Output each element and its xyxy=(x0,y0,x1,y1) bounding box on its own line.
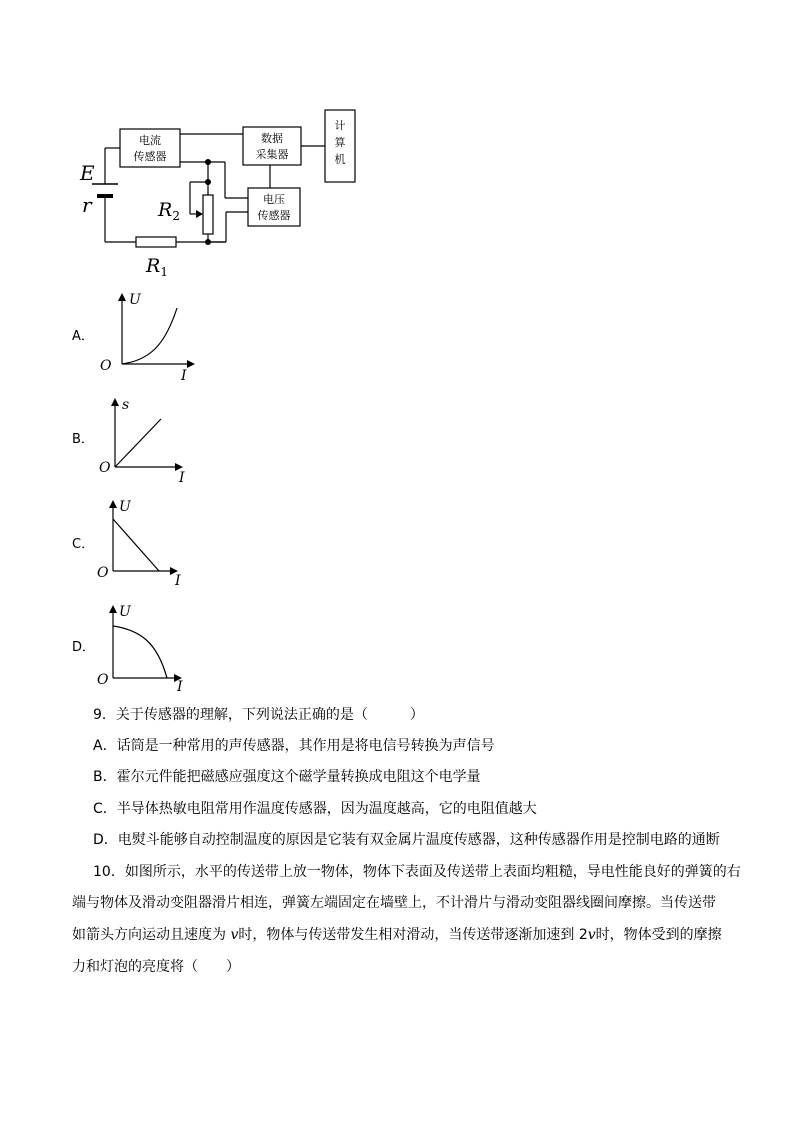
graph-d-y-label: U xyxy=(119,604,131,620)
r2-label: $R_2$ xyxy=(158,199,180,223)
curve-d xyxy=(113,626,167,678)
graph-a xyxy=(95,290,205,385)
option-d-label: D． xyxy=(72,640,96,655)
computer-label-3: 机 xyxy=(334,153,346,166)
graph-b xyxy=(95,395,205,490)
resistor-r1 xyxy=(136,237,176,247)
option-b-label: B． xyxy=(72,432,94,447)
curve-a xyxy=(122,308,177,364)
r1-label: $R_1$ xyxy=(146,255,168,279)
q10-line-3-a: 如箭头方向运动且速度为 xyxy=(72,927,231,943)
graph-d-x-label: I xyxy=(177,679,183,695)
option-a-label: A． xyxy=(72,329,94,344)
line-c xyxy=(113,519,159,571)
voltage-sensor-label-2: 传感器 xyxy=(257,209,291,222)
graph-b-y-label: s xyxy=(122,397,130,413)
graph-d-origin-label: O xyxy=(97,672,109,688)
rheostat-r2 xyxy=(203,195,213,234)
graph-b-x-label: I xyxy=(179,470,185,486)
q9-option-d: D．电熨斗能够自动控制温度的原因是它装有双金属片温度传感器，这种传感器作用是控制电路的通断 xyxy=(93,832,720,848)
graph-d xyxy=(95,602,205,697)
q9-option-a: A．话筒是一种常用的声传感器，其作用是将电信号转换为声信号 xyxy=(93,738,495,754)
line-b xyxy=(115,419,161,467)
velocity-symbol: v xyxy=(230,927,239,943)
internal-resistance-label: r xyxy=(82,193,92,217)
q10-line-4: 力和灯泡的亮度将（ ） xyxy=(72,959,240,975)
graph-a-x-label: I xyxy=(181,368,187,384)
slider-arrow-icon xyxy=(196,210,203,218)
graph-c-x-label: I xyxy=(175,573,181,589)
q9-option-b: B．霍尔元件能把磁感应强度这个磁学量转换成电阻这个电学量 xyxy=(93,769,481,785)
q9-stem: 9．关于传感器的理解，下列说法正确的是（ ） xyxy=(93,707,424,723)
computer-label-1: 计 xyxy=(334,119,346,132)
q10-line-3 xyxy=(72,925,722,945)
q10-line-3-b: 时，物体与传送带发生相对滑动，当传送带逐渐加速到 2 xyxy=(238,927,588,943)
data-collector-label-1: 数据 xyxy=(261,132,283,145)
q10-line-1: 10．如图所示，水平的传送带上放一物体，物体下表面及传送带上表面均粗糙，导电性能良好的弹簧的右 xyxy=(93,864,741,880)
current-sensor-label-2: 传感器 xyxy=(133,150,167,163)
q10-line-2: 端与物体及滑动变阻器滑片相连，弹簧左端固定在墙壁上，不计滑片与滑动变阻器线圈间摩擦。当传送带 xyxy=(72,895,716,911)
velocity-symbol-2: v xyxy=(587,927,596,943)
circuit-diagram xyxy=(70,100,370,285)
q9-option-c: C．半导体热敏电阻常用作温度传感器，因为温度越高，它的电阻值越大 xyxy=(93,801,537,817)
voltage-sensor-label-1: 电压 xyxy=(263,193,285,206)
graph-c xyxy=(95,497,205,592)
graph-a-origin-label: O xyxy=(100,358,112,374)
graph-b-origin-label: O xyxy=(99,460,111,476)
data-collector-label-2: 采集器 xyxy=(255,148,289,161)
graph-a-y-label: U xyxy=(129,292,141,308)
option-c-label: C． xyxy=(72,537,95,552)
q10-line-3-c: 时，物体受到的摩擦 xyxy=(595,927,722,943)
graph-c-y-label: U xyxy=(119,499,131,515)
graph-c-origin-label: O xyxy=(97,565,109,581)
computer-label-2: 算 xyxy=(334,136,346,149)
current-sensor-label-1: 电流 xyxy=(139,134,161,147)
emf-label: E xyxy=(80,161,95,185)
